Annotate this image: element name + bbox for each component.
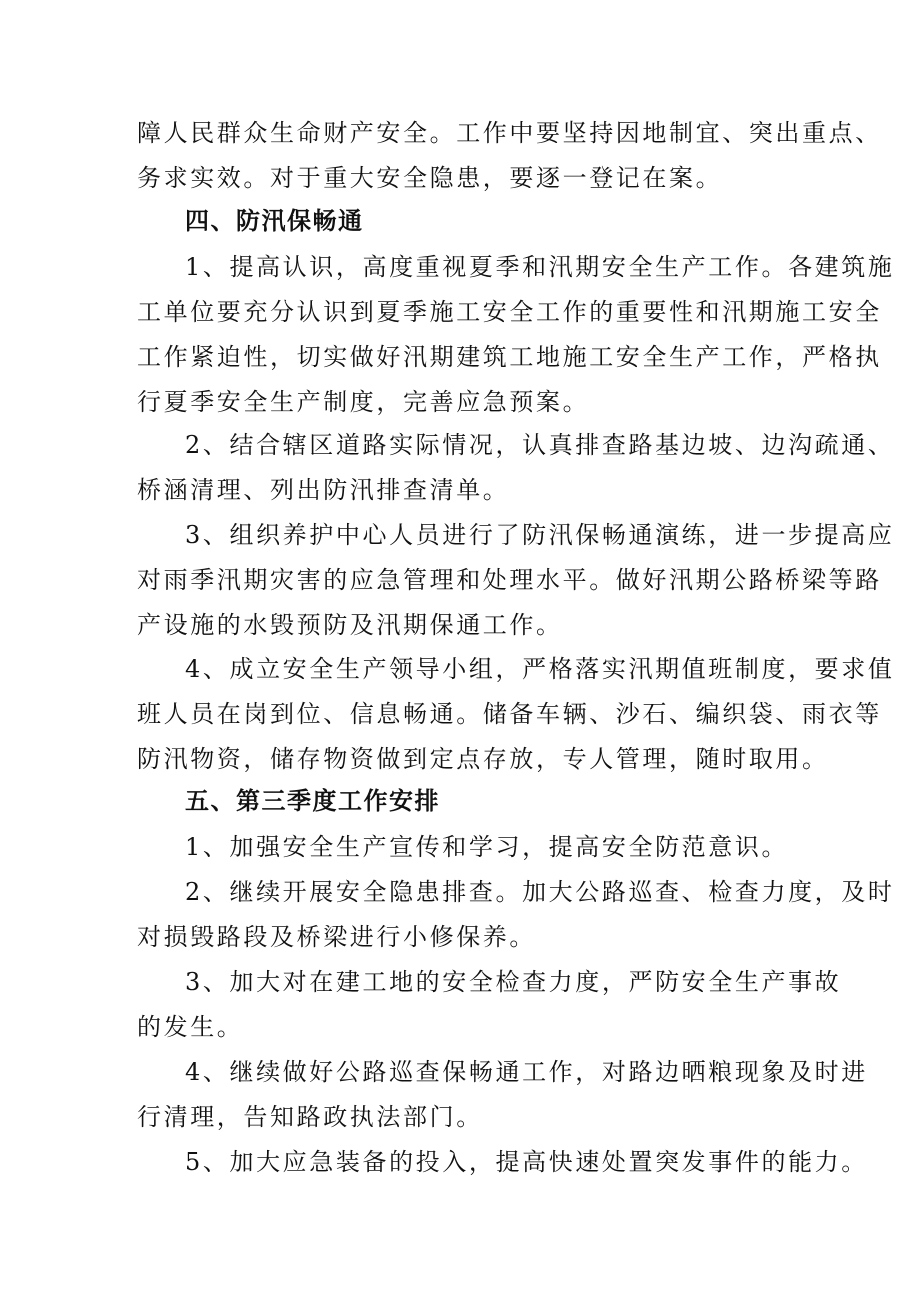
paragraph-line: 行夏季安全生产制度，完善应急预案。 [137, 388, 590, 416]
paragraph-line: 班人员在岗到位、信息畅通。储备车辆、沙石、编织袋、雨衣等 [137, 700, 882, 728]
paragraph-line: 对损毁路段及桥梁进行小修保养。 [137, 923, 536, 951]
paragraph-line: 1、提高认识，高度重视夏季和汛期安全生产工作。各建筑施 [185, 253, 895, 281]
paragraph-line: 5、加大应急装备的投入，提高快速处置突发事件的能力。 [185, 1148, 868, 1176]
paragraph-line: 1、加强安全生产宣传和学习，提高安全防范意识。 [185, 833, 789, 861]
paragraph-line: 的发生。 [137, 1013, 244, 1041]
paragraph-line: 工作紧迫性，切实做好汛期建筑工地施工安全生产工作，严格执 [137, 343, 882, 371]
paragraph-line: 防汛物资，储存物资做到定点存放，专人管理，随时取用。 [137, 745, 829, 773]
paragraph-line: 3、加大对在建工地的安全检查力度，严防安全生产事故 [185, 968, 842, 996]
section-heading: 四、防汛保畅通 [185, 207, 364, 235]
paragraph-line: 务求实效。对于重大安全隐患，要逐一登记在案。 [137, 164, 723, 192]
paragraph-line: 障人民群众生命财产安全。工作中要坚持因地制宜、突出重点、 [137, 119, 882, 147]
paragraph-line: 产设施的水毁预防及汛期保通工作。 [137, 611, 563, 639]
paragraph-line: 对雨季汛期灾害的应急管理和处理水平。做好汛期公路桥梁等路 [137, 566, 882, 594]
paragraph-line: 2、继续开展安全隐患排查。加大公路巡查、检查力度，及时 [185, 878, 895, 906]
paragraph-line: 3、组织养护中心人员进行了防汛保畅通演练，进一步提高应 [185, 521, 895, 549]
paragraph-line: 工单位要充分认识到夏季施工安全工作的重要性和汛期施工安全 [137, 298, 882, 326]
section-heading: 五、第三季度工作安排 [185, 787, 440, 815]
paragraph-line: 桥涵清理、列出防汛排查清单。 [137, 476, 510, 504]
paragraph-line: 行清理，告知路政执法部门。 [137, 1103, 483, 1131]
paragraph-line: 2、结合辖区道路实际情况，认真排查路基边坡、边沟疏通、 [185, 431, 895, 459]
paragraph-line: 4、继续做好公路巡查保畅通工作，对路边晒粮现象及时进 [185, 1058, 868, 1086]
paragraph-line: 4、成立安全生产领导小组，严格落实汛期值班制度，要求值 [185, 655, 895, 683]
